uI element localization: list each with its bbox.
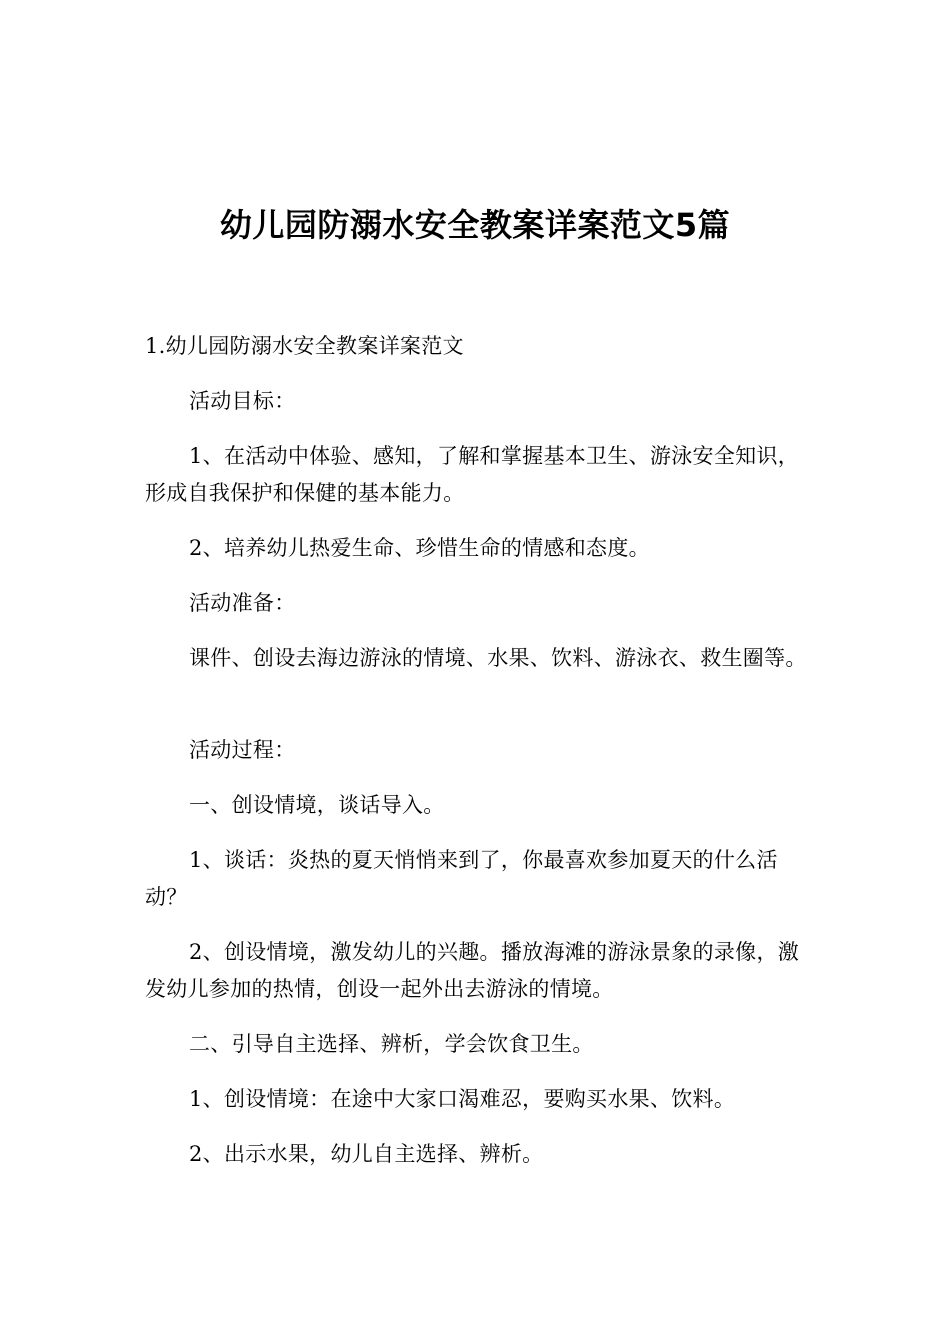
paragraph-step-1-scenario: 2、创设情境，激发幼儿的兴趣。播放海滩的游泳景象的录像，激发幼儿参加的热情，创设一起外出去游泳的情境。 (145, 940, 800, 1001)
paragraph-step-1-heading: 一、创设情境，谈话导入。 (189, 793, 445, 817)
paragraph-activity-process-heading: 活动过程： (189, 738, 296, 762)
paragraph-goal-2: 2、培养幼儿热爱生命、珍惜生命的情感和态度。 (189, 536, 650, 560)
paragraph-activity-prep-heading: 活动准备： (189, 591, 296, 615)
document-title: 幼儿园防溺水安全教案详案范文5篇 (219, 206, 731, 244)
paragraph-step-2-heading: 二、引导自主选择、辨析，学会饮食卫生。 (189, 1032, 594, 1056)
paragraph-activity-goals-heading: 活动目标： (189, 389, 296, 413)
paragraph-goal-1: 1、在活动中体验、感知，了解和掌握基本卫生、游泳安全知识，形成自我保护和保健的基本能力。 (145, 444, 800, 505)
paragraph-prep-materials: 课件、创设去海边游泳的情境、水果、饮料、游泳衣、救生圈等。 (189, 646, 807, 670)
paragraph-step-2-scenario: 1、创设情境：在途中大家口渴难忍，要购买水果、饮料。 (189, 1087, 736, 1111)
section-heading: 1.幼儿园防溺水安全教案详案范文 (145, 334, 464, 358)
paragraph-step-2-choose-fruit: 2、出示水果，幼儿自主选择、辨析。 (189, 1142, 544, 1166)
paragraph-step-1-talk: 1、谈话：炎热的夏天悄悄来到了，你最喜欢参加夏天的什么活动？ (145, 848, 778, 909)
